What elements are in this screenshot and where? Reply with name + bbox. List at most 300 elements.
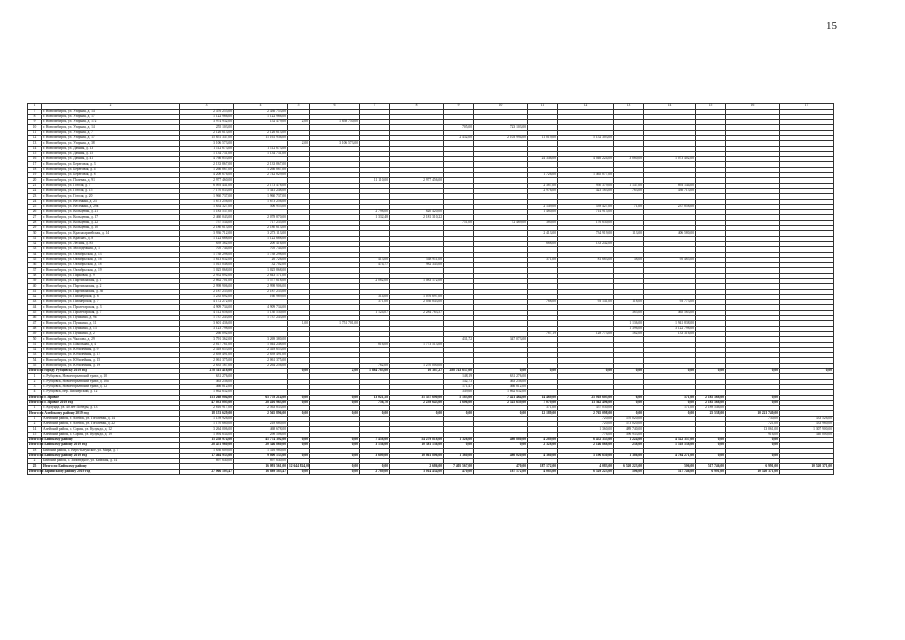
row-number-cell: 2 — [28, 379, 42, 384]
value-cell: 2 126 613,00 — [180, 130, 234, 135]
row-number-cell: Итого по г. Яровое — [29, 394, 59, 399]
row-number-cell: 22 — [28, 188, 42, 193]
row-number-cell: 15 — [28, 151, 42, 156]
value-cell: 0,00 — [726, 443, 780, 448]
value-cell: 1 606,00 — [444, 400, 474, 405]
value-cell: 2 789,00 — [360, 469, 390, 474]
value-cell: 480 020,00 — [474, 453, 528, 458]
value-cell: 93 141,00 — [558, 300, 614, 305]
value-cell: 25 538,00 — [696, 411, 726, 416]
value-cell: 142,73 — [444, 379, 474, 384]
value-cell: 10 387,27 — [390, 369, 444, 374]
column-number-cell: 12 — [558, 104, 614, 110]
row-number-cell: 28 — [28, 220, 42, 225]
page-number: 15 — [826, 20, 837, 32]
value-cell: 6,00 — [614, 395, 644, 400]
row-number-cell: 18 — [28, 448, 42, 453]
value-cell: 4 112 656,00 — [180, 310, 234, 315]
value-cell: 1 518 538,00 — [644, 443, 696, 448]
value-cell: 11 110,00 — [360, 178, 390, 183]
value-cell: 506 955,00 — [234, 204, 288, 209]
value-cell: 506,00 — [614, 469, 644, 474]
value-cell: 4 083,00 — [558, 464, 614, 469]
value-cell: 15 851 347,00 — [180, 135, 234, 140]
value-cell: 413,00 — [360, 257, 390, 262]
value-cell: 1 460,00 — [528, 210, 558, 215]
value-cell: 2 078 870,00 — [234, 215, 288, 220]
value-cell: 2,00 — [288, 141, 310, 146]
value-cell: 26 726,00 — [234, 257, 288, 262]
value-cell: 3 123 798,00 — [180, 326, 234, 331]
address-cell: г. Новосибирск, ул. Узорная, д. 7 — [42, 130, 180, 135]
value-cell: 0,00 — [360, 464, 390, 469]
address-cell: Алейский район, с. Сорин, ул. Кулунда, д. 19 — [42, 432, 180, 437]
value-cell: 0,00 — [288, 395, 310, 400]
value-cell: 0,00 — [360, 411, 390, 416]
value-cell: 255 103,00 — [180, 125, 234, 130]
address-cell: г. Новосибирск, ул. Береговая, д. 8 — [42, 173, 180, 178]
value-cell: 148,19 — [444, 374, 474, 379]
value-cell: 2 418 653,00 — [234, 347, 288, 352]
value-cell: 27 066 103,47 — [180, 469, 234, 474]
row-number-cell: 43 — [28, 300, 42, 305]
value-cell: 1 224,00 — [614, 437, 644, 442]
value-cell: 41 774 392,00 — [234, 437, 288, 442]
address-cell: с. Рубцовск, Новоегорьевский тракт, д. 10 — [42, 374, 180, 379]
value-cell: 431,72 — [444, 337, 474, 342]
row-number-cell: 32 — [28, 241, 42, 246]
row-number-cell: 50 — [28, 337, 42, 342]
value-cell: 3 106 573,00 — [310, 141, 360, 146]
value-cell: 72 469,00 — [474, 220, 528, 225]
value-cell: 1 326,00 — [444, 437, 474, 442]
value-cell: 1 266 867,00 — [180, 167, 234, 172]
row-number-cell: 2 — [28, 422, 42, 427]
value-cell: 28 416 963,00 — [234, 400, 288, 405]
value-cell: 1 083 172,00 — [390, 279, 444, 284]
row-number-cell: 55 — [28, 363, 42, 368]
value-cell: 721,00 — [726, 422, 780, 427]
value-cell: 1 613 632,00 — [180, 257, 234, 262]
value-cell: 2 173 478,00 — [234, 183, 288, 188]
value-cell: 2 082,00 — [360, 279, 390, 284]
address-cell: г. Новосибирск, ул. Гоголя, д. 7 — [42, 183, 180, 188]
value-cell: 0,00 — [614, 369, 644, 374]
row-number-cell: 26 — [28, 210, 42, 215]
value-cell: 2 977 460,00 — [180, 178, 234, 183]
value-cell: 517 746,00 — [644, 469, 696, 474]
row-number-cell: 47 — [28, 321, 42, 326]
value-cell: 3 122 798,00 — [644, 326, 696, 331]
value-cell: 1 862 632,00 — [180, 390, 234, 395]
value-cell: 218 680,00 — [234, 422, 288, 427]
address-cell: г. Новосибирск, ул. Пушкина, д. 11 — [42, 321, 180, 326]
value-cell: 1 751 701,00 — [310, 321, 360, 326]
value-cell: 1 134 731,00 — [180, 151, 234, 156]
value-cell: 1 122 966,00 — [234, 114, 288, 119]
value-cell: 2 328,00 — [528, 443, 558, 448]
row-number-cell: 52 — [28, 347, 42, 352]
value-cell: 2 998 906,00 — [180, 284, 234, 289]
value-cell: 705 744,00 — [234, 247, 288, 252]
value-cell: 0,00 — [726, 453, 780, 458]
column-number-cell: 5 — [288, 104, 310, 110]
value-cell: 3 136,00 — [360, 443, 390, 448]
value-cell: 4 909 734,00 — [234, 305, 288, 310]
value-cell: 0,00 — [614, 400, 644, 405]
value-cell: 10 221 740,00 — [726, 411, 780, 416]
value-cell: 517 746,00 — [696, 464, 726, 469]
value-cell: 266 092,00 — [180, 331, 234, 336]
value-cell: 2 816 917,00 — [180, 406, 234, 411]
row-number-cell: 44 — [28, 305, 42, 310]
value-cell: 2 565 896,00 — [234, 411, 288, 416]
column-number-cell: 3 — [180, 104, 234, 110]
value-cell: 705,00 — [444, 125, 474, 130]
value-cell: 15 258 974,00 — [180, 437, 234, 442]
column-number-cell: 11 — [528, 104, 558, 110]
value-cell: 3 060,00 — [614, 157, 644, 162]
value-cell: 714 915,00 — [558, 210, 614, 215]
value-cell: 0,00 — [474, 369, 528, 374]
address-cell: с. Рубцовск, пер. Пионерский, д. 12 — [42, 390, 180, 395]
value-cell: 0,00 — [696, 453, 726, 458]
value-cell: 1 147,00 — [614, 183, 644, 188]
value-cell: 1 634 327,00 — [180, 204, 234, 209]
value-cell: 3 264 006,00 — [180, 427, 234, 432]
value-cell: 1 673 256,00 — [180, 199, 234, 204]
value-cell: 489 740,00 — [614, 427, 644, 432]
value-cell: 2 036 843,00 — [390, 300, 444, 305]
value-cell: 6 991,00 — [696, 469, 726, 474]
value-cell: 1 270 000,00 — [390, 363, 444, 368]
value-cell: 95 465,00 — [644, 257, 696, 262]
address-cell: г. Новосибирск, ул. Гоголя, д. 15 — [42, 188, 180, 193]
row-number-cell: 20 — [28, 178, 42, 183]
value-cell: 705 744,00 — [180, 247, 234, 252]
address-cell: г. Новосибирск, ул. Молодёжная, д. 1 — [42, 247, 180, 252]
value-cell: 238,00 — [614, 443, 644, 448]
value-cell: 0,00 — [644, 411, 696, 416]
column-number-cell: 4 — [234, 104, 288, 110]
row-number-cell: 16 — [28, 157, 42, 162]
value-cell: 371,00 — [360, 300, 390, 305]
value-cell: 2 525 659,00 — [474, 400, 528, 405]
value-cell: 1 360,00 — [444, 453, 474, 458]
value-cell: 3 974 932,00 — [180, 120, 234, 125]
value-cell: 0,00 — [644, 369, 696, 374]
value-cell: 717 235,00 — [234, 220, 288, 225]
value-cell: 1 858 750,00 — [310, 120, 360, 125]
value-cell: 298 506,00 — [234, 432, 288, 437]
row-number-cell: 36 — [28, 263, 42, 268]
row-number-cell: 48 — [28, 326, 42, 331]
value-cell: 1 235 692,00 — [180, 294, 234, 299]
address-cell: Бийский район, с. Верх-Катунское, ул. Мира, д. 7 — [42, 448, 180, 453]
value-cell: 7 405 567,00 — [444, 464, 474, 469]
row-number-cell: 18 — [28, 167, 42, 172]
value-cell: 176 630,00 — [558, 220, 614, 225]
value-cell: 18 153 629,00 — [180, 411, 234, 416]
value-cell: 1 183 537,00 — [180, 210, 234, 215]
row-number-cell: 45 — [28, 310, 42, 315]
row-number-cell: 29 — [28, 226, 42, 231]
value-cell: 3 609,00 — [360, 453, 390, 458]
row-number-cell: Итого по Бийскому району 2019 год — [29, 453, 87, 458]
value-cell: 0,00 — [310, 469, 360, 474]
row-number-cell: 2 — [28, 459, 42, 464]
value-cell: 463 236,00 — [474, 379, 528, 384]
value-cell: 2 563 833,00 — [234, 406, 288, 411]
value-cell: 7 079,00 — [528, 400, 558, 405]
address-cell: г. Новосибирск, ул. Кольцевая, д. 17 — [42, 215, 180, 220]
address-cell: г. Новосибирск, ул. Пушкина, д. 13 — [42, 326, 180, 331]
value-cell: 16 093 561,00 — [234, 464, 288, 469]
address-cell: г. Новосибирск, ул. Октябрьская, д. 19 — [42, 268, 180, 273]
row-number-cell: 40 — [28, 284, 42, 289]
value-cell: 0,00 — [474, 411, 528, 416]
row-number-cell: 41 — [28, 289, 42, 294]
value-cell: 171,00 — [644, 406, 696, 411]
value-cell: 11 019,00 — [528, 135, 558, 140]
value-cell: 1 159 926,00 — [180, 416, 234, 421]
column-number-cell: 10 — [474, 104, 528, 110]
value-cell: 2 133 867,00 — [180, 162, 234, 167]
row-number-cell: 25 — [28, 204, 42, 209]
address-cell: г. Новосибирск, ул. Узорная, д. 172 — [42, 120, 180, 125]
address-cell: г. Новосибирск, ул. Юбилейная, д. 15 — [42, 358, 180, 363]
value-cell: 1,00 — [288, 321, 310, 326]
value-cell: 2 185 568,00 — [696, 400, 726, 405]
value-cell: 0,00 — [780, 369, 834, 374]
value-cell: 0,00 — [444, 443, 474, 448]
value-cell: 1 737 243,00 — [180, 316, 234, 321]
value-cell: 2 476 255,00 — [180, 109, 234, 114]
value-cell: 897 640,00 — [180, 459, 234, 464]
address-cell: Алейский район, г. Алейск, ул. Гоголевая, д. 22 — [42, 422, 180, 427]
value-cell: 93 773,00 — [644, 300, 696, 305]
value-cell: 1 316 980,00 — [234, 448, 288, 453]
value-cell: 396 933,00 — [614, 432, 644, 437]
value-cell: 1 112 673,00 — [180, 146, 234, 151]
value-cell: 0,00 — [726, 400, 780, 405]
value-cell: 13 362 496,00 — [558, 400, 614, 405]
value-cell: 982 345,00 — [390, 263, 444, 268]
address-cell: Алейский район, г. Алейск, ул. Гоголевая, д. 14 — [42, 416, 180, 421]
value-cell: 0,00 — [310, 437, 360, 442]
value-cell: 54 279 818,00 — [390, 437, 444, 442]
value-cell: 474,77 — [360, 263, 390, 268]
value-cell: 4 046 224,00 — [558, 157, 614, 162]
row-number-cell: 54 — [28, 358, 42, 363]
value-cell: 2 976,00 — [528, 188, 558, 193]
value-cell: 7 170 833,00 — [180, 188, 234, 193]
value-cell: 480 880,00 — [474, 437, 528, 442]
value-cell: 31 557 690,00 — [390, 395, 444, 400]
address-cell: с. Рубцовск, Новоегорьевский тракт, д. 10а — [42, 379, 180, 384]
address-cell: с. Кулунда, ул. 40 лет Победы, д. 13 — [42, 406, 180, 411]
address-cell: г. Новосибирск, ул. Кольцевая, д. 22 — [42, 220, 180, 225]
value-cell: 2 798,00 — [360, 210, 390, 215]
value-cell: 333 960,00 — [780, 422, 834, 427]
value-cell: 2,00 — [310, 369, 360, 374]
address-cell: г. Новосибирск, ул. Узорная, д. 38 — [42, 141, 180, 146]
value-cell: 1 737 243,00 — [234, 316, 288, 321]
value-cell: 2 180 613,00 — [180, 226, 234, 231]
row-number-cell: Итого по г. Яровое 2019 год — [29, 400, 73, 405]
row-number-cell: 30 — [28, 231, 42, 236]
row-number-cell: 8 — [28, 114, 42, 119]
row-number-cell: 21 — [28, 183, 42, 188]
address-cell: г. Новосибирск, ул. Парковая, д. 9 — [42, 273, 180, 278]
value-cell: 371,00 — [528, 257, 558, 262]
value-cell: 2 460 043,00 — [180, 215, 234, 220]
value-cell: 171,47 — [444, 384, 474, 389]
value-cell: 2 061 375,00 — [180, 358, 234, 363]
value-cell: 463 236,00 — [180, 379, 234, 384]
value-cell: 7 421 464,00 — [474, 395, 528, 400]
column-number-cell: 17 — [780, 104, 834, 110]
value-cell: 12 189,00 — [528, 411, 558, 416]
row-number-cell: 39 — [28, 279, 42, 284]
value-cell: 0,00 — [288, 411, 310, 416]
value-cell: 506,00 — [644, 464, 696, 469]
address-cell: г. Новосибирск, ул. Октябрьская, д. 16 — [42, 257, 180, 262]
row-number-cell: Итого по Бийскому району — [29, 437, 73, 442]
value-cell: 2 765 098,00 — [558, 411, 614, 416]
value-cell: 2 189 546,00 — [696, 406, 726, 411]
value-cell: 465 563,00 — [644, 310, 696, 315]
address-cell: г. Новосибирск, ул. Кольцевая, д. 10 — [42, 226, 180, 231]
value-cell: 1 025 868,00 — [180, 268, 234, 273]
row-number-cell: 33 — [28, 247, 42, 252]
value-cell: 1 307 900,00 — [780, 427, 834, 432]
value-cell: 16 889 583,47 — [234, 469, 288, 474]
value-cell: 133 316,00 — [644, 331, 696, 336]
value-cell: 24 346,00 — [528, 157, 558, 162]
row-number-cell: 38 — [28, 273, 42, 278]
row-number-cell: 7 — [28, 109, 42, 114]
value-cell: 3 791 362,00 — [180, 337, 234, 342]
value-cell: 571,00 — [644, 395, 696, 400]
value-cell: 763,00 — [614, 188, 644, 193]
address-cell: г. Новосибирск, ул. Пушкина, д. 2 — [42, 331, 180, 336]
value-cell: 4 766 853,00 — [180, 157, 234, 162]
row-number-cell: 1 — [28, 406, 42, 411]
value-cell — [780, 469, 834, 474]
value-cell: 371,00 — [528, 406, 558, 411]
value-cell: 1 266 867,00 — [234, 167, 288, 172]
value-cell: 152 479,00 — [234, 120, 288, 125]
address-cell: г. Новосибирск, ул. Дачная, д. 13 — [42, 146, 180, 151]
value-cell: 757 534,00 — [180, 220, 234, 225]
address-cell: г. Новосибирск, ул. Дачная, д. 41 — [42, 157, 180, 162]
value-cell: 631 276,00 — [180, 374, 234, 379]
row-number-cell: 12 — [28, 135, 42, 140]
column-number-cell: 16 — [726, 104, 780, 110]
value-cell: 1 577 618,00 — [234, 279, 288, 284]
value-cell: 32 702,00 — [234, 263, 288, 268]
value-cell: 3 273 113,00 — [234, 231, 288, 236]
address-cell: г. Новосибирск, ул. Полевая, д. 91 — [42, 178, 180, 183]
value-cell: 0,00 — [644, 400, 696, 405]
value-cell: 668,00 — [528, 241, 558, 246]
value-cell: 776,00 — [558, 432, 614, 437]
value-cell: 1 341 248,00 — [234, 188, 288, 193]
value-cell: 3 936 712,00 — [180, 231, 234, 236]
value-cell: 314,00 — [360, 294, 390, 299]
value-cell: 423 163,00 — [558, 188, 614, 193]
value-cell: 1 386,00 — [614, 453, 644, 458]
value-cell: 5 183,00 — [444, 395, 474, 400]
value-cell: 1 862 632,00 — [474, 390, 528, 395]
address-cell: г. Новосибирск, ул. Пролетарская, д. 7 — [42, 310, 180, 315]
value-cell: 2 742 829,00 — [234, 173, 288, 178]
row-number-cell: 46 — [28, 316, 42, 321]
value-cell: 17 464 933,00 — [180, 453, 234, 458]
value-cell: 347 073,00 — [474, 337, 528, 342]
value-cell: 2 686,00 — [390, 464, 444, 469]
address-cell: г. Новосибирск, ул. Лесная, д. 85 — [42, 241, 180, 246]
row-number-cell: 42 — [28, 294, 42, 299]
value-cell: 1 130 530,00 — [234, 310, 288, 315]
value-cell: 3 601 436,00 — [180, 321, 234, 326]
row-number-cell: 14 — [28, 427, 42, 432]
value-cell: 0,00 — [696, 369, 726, 374]
address-cell: г. Новосибирск, ул. Партизанская, д. 36 — [42, 289, 180, 294]
row-number-cell: 1 — [28, 416, 42, 421]
value-cell: 466 812,00 — [474, 384, 528, 389]
value-cell: 2 180 613,00 — [234, 226, 288, 231]
row-number-cell: 4 — [28, 390, 42, 395]
value-cell: 720,00 — [558, 422, 614, 427]
value-cell: 893 144,00 — [644, 183, 696, 188]
value-cell: 10 520 371,00 — [726, 469, 780, 474]
value-cell: 3 269 380,00 — [234, 337, 288, 342]
value-cell: 278 315 418,00 — [180, 369, 234, 374]
value-cell: 0,00 — [614, 411, 644, 416]
value-cell: 128 773,00 — [558, 331, 614, 336]
address-cell: г. Новосибирск, ул. Узорная, д. 14 — [42, 109, 180, 114]
value-cell: 0,00 — [288, 369, 310, 374]
value-cell: 466 812,00 — [180, 384, 234, 389]
value-cell: 4 360,00 — [528, 453, 558, 458]
address-cell: г. Новосибирск, ул. Партизанская, д. 1 — [42, 279, 180, 284]
value-cell: 916,00 — [726, 432, 780, 437]
value-cell: 2 149,00 — [528, 204, 558, 209]
row-number-cell: Итого по Бийскому району 2019 год — [29, 442, 87, 447]
row-number-cell: 23 — [28, 194, 42, 199]
value-cell: 2 061 375,00 — [234, 358, 288, 363]
value-cell: 0,00 — [310, 464, 360, 469]
value-cell: 0,00 — [288, 443, 310, 448]
address-cell: Бийский район, с. Заповедное, ул. Бийская, д. 14 — [42, 459, 180, 464]
column-number-cell: 7 — [360, 104, 390, 110]
value-cell: 1 025 868,00 — [234, 268, 288, 273]
value-cell: 2 387,00 — [528, 183, 558, 188]
value-cell: 237 858,00 — [644, 204, 696, 209]
row-number-cell: 31 — [28, 236, 42, 241]
value-cell: 1 122 966,00 — [180, 114, 234, 119]
value-cell: 1 122 688,00 — [180, 236, 234, 241]
value-cell: 816,00 — [360, 342, 390, 347]
value-cell: 0,00 — [696, 443, 726, 448]
row-number-cell: 35 — [28, 257, 42, 262]
value-cell: 734 919,00 — [558, 231, 614, 236]
value-cell: 38,00 — [614, 257, 644, 262]
address-cell: г. Новосибирск, ул. Кольцевая, д. 21 — [42, 210, 180, 215]
value-cell: 28 451 960,00 — [180, 443, 234, 448]
